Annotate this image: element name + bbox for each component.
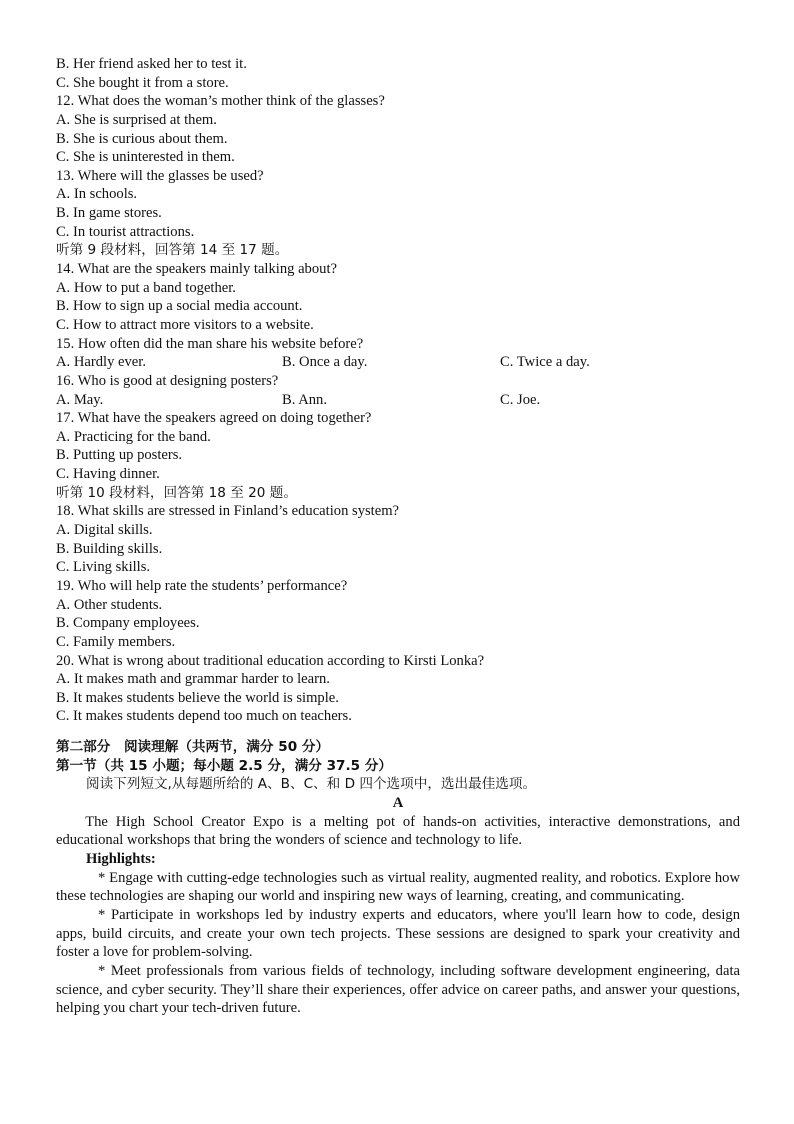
q18-option-b: B. Building skills. (56, 540, 163, 557)
listening-instruction-9: 听第 9 段材料，回答第 14 至 17 题。 (56, 242, 289, 259)
highlights-label: Highlights: (86, 850, 156, 867)
passage-intro: The High School Creator Expo is a melting pot of hands-on activities, interactive demonstrations, and educational workshops that bring the wonders of science and technology to life. (56, 813, 740, 849)
q15-stem: 15. How often did the man share his website before? (56, 335, 364, 352)
q12-option-c: C. She is uninterested in them. (56, 149, 235, 166)
q14-option-c: C. How to attract more visitors to a website. (56, 316, 314, 333)
q15-option-c: C. Twice a day. (500, 354, 590, 371)
section-spacer (56, 726, 740, 738)
q14-option-a: A. How to put a band together. (56, 279, 236, 296)
q17-stem: 17. What have the speakers agreed on doing together? (56, 410, 372, 427)
q13-stem: 13. Where will the glasses be used? (56, 167, 264, 184)
q12-stem: 12. What does the woman’s mother think of the glasses? (56, 93, 385, 110)
highlight-item: * Engage with cutting-edge technologies such as virtual reality, augmented reality, and robotics. Explore how these technologies are shaping our world and inspiring new ways of learning, creating, and communicating. (56, 869, 740, 905)
q16-options (56, 391, 740, 410)
q13-option-a: A. In schools. (56, 186, 138, 203)
reading-instruction: 阅读下列短文,从每题所给的 A、B、C、和 D 四个选项中，选出最佳选项。 (86, 776, 537, 793)
q19-option-a: A. Other students. (56, 596, 163, 613)
highlight-item: * Participate in workshops led by industry experts and educators, where you'll learn how to code, design apps, build circuits, and create your own tech projects. These sessions are designed to spark your creativity and foster a love for problem-solving. (56, 906, 740, 961)
q15-option-b: B. Once a day. (282, 354, 368, 371)
exam-page (56, 55, 740, 1018)
highlight-item: * Meet professionals from various fields of technology, including software development engineering, data science, and cyber security. They’ll share their experiences, offer advice on career paths, and answer your questions, helping you chart your tech-driven future. (56, 962, 740, 1017)
q20-option-c: C. It makes students depend too much on teachers. (56, 708, 352, 725)
q12-option-a: A. She is surprised at them. (56, 111, 217, 128)
q20-option-b: B. It makes students believe the world is simple. (56, 689, 339, 706)
q17-option-c: C. Having dinner. (56, 466, 160, 483)
q17-option-a: A. Practicing for the band. (56, 428, 211, 445)
q14-stem: 14. What are the speakers mainly talking about? (56, 261, 337, 278)
section1-title: 第一节（共 15 小题；每小题 2.5 分，满分 37.5 分） (56, 757, 393, 774)
q15-option-a: A. Hardly ever. (56, 354, 146, 371)
q16-option-c: C. Joe. (500, 391, 541, 408)
q15-options (56, 353, 740, 372)
q11-option-c: C. She bought it from a store. (56, 74, 229, 91)
q18-option-c: C. Living skills. (56, 559, 151, 576)
q11-option-b: B. Her friend asked her to test it. (56, 56, 247, 72)
q13-option-b: B. In game stores. (56, 205, 162, 222)
q12-option-b: B. She is curious about them. (56, 130, 228, 147)
q13-option-c: C. In tourist attractions. (56, 223, 195, 240)
q14-option-b: B. How to sign up a social media account. (56, 298, 303, 315)
q20-stem: 20. What is wrong about traditional education according to Kirsti Lonka? (56, 652, 485, 669)
q16-option-a: A. May. (56, 391, 104, 408)
q17-option-b: B. Putting up posters. (56, 447, 183, 464)
q16-option-b: B. Ann. (282, 391, 328, 408)
part2-title: 第二部分 阅读理解（共两节，满分 50 分） (56, 739, 330, 756)
q19-option-b: B. Company employees. (56, 615, 200, 632)
passage-label: A (392, 794, 404, 811)
q19-option-c: C. Family members. (56, 633, 176, 650)
q16-stem: 16. Who is good at designing posters? (56, 372, 279, 389)
q20-option-a: A. It makes math and grammar harder to learn. (56, 671, 330, 688)
q19-stem: 19. Who will help rate the students’ performance? (56, 577, 348, 594)
q18-stem: 18. What skills are stressed in Finland’s education system? (56, 503, 400, 520)
listening-instruction-10: 听第 10 段材料，回答第 18 至 20 题。 (56, 484, 297, 501)
q18-option-a: A. Digital skills. (56, 522, 153, 539)
